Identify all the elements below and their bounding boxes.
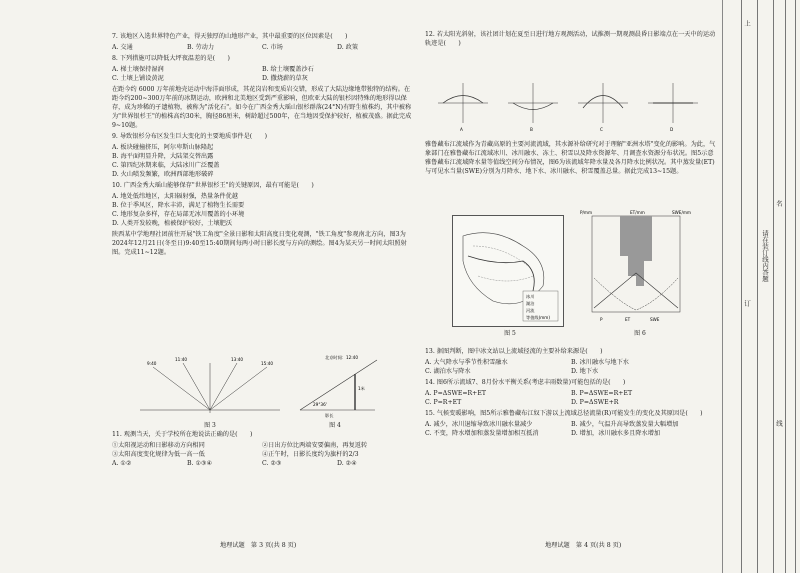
isoline [478,276,533,281]
binding-line [741,0,742,573]
question-13 [425,347,717,376]
reading-passage: 在距今约 6000 万年前地壳运动中海洋面形成，其花岗岩和变质岩交错，形成了大陆边缘地带独特的结构。在距今约200~300万年前的冰期运动，欧洲和北美地区受到严重影响，但欧亚大陆的银杉因特殊的地形得以保存，成为珍稀的孑遗植物，被称为"活化石"。如今在广西金秀大瑶山银杉群落(24°N)有野生植株约，其中被称为"世界银杉王"的植株高约30米，胸径86厘米，树龄超过500年，在当地因受保护较好，植被茂盛。据此完成9~10题。 [112,86,412,129]
option: D. 政策 [337,44,359,51]
option: A. 板块碰撞挤压，阿尔卑斯山脉隆起 [112,144,214,151]
question-11-stem: 11. 观测当天，关于学校所在地说法正确的是( ) [112,431,253,438]
binding-line [773,0,774,573]
legend-item: 冰川 [526,294,535,299]
option: A. P=ΔSWE=R+ET [425,390,487,397]
question-8 [112,54,412,83]
question-8-stem: 8. 下列措施可以降低大坪夜温差的是( ) [112,55,230,62]
option: B. 海平面明显升降，大陆架交替出露 [112,153,214,160]
option: A. 梯土壤保持湿润 [112,66,164,73]
figure-3-shadow-diagram [135,355,285,420]
shadow-line [210,363,237,410]
sketch-label: A [460,127,463,132]
shadow-line [153,367,210,410]
question-7 [112,32,412,52]
page-4-footer: 地理试题 第 4 页(共 8 页) [545,542,622,549]
question-11-options [112,459,412,468]
reading-passage-2: 陕西某中学地理社团前往开展"铁工角度"全景日影和太阳高度日变化观测，"铁工角度"参观南北方向，图3为2024年12月21日(冬至日)9:40至15:40期间每两小时日影长度与方向的测绘。图4为某天另一时间太阳照射图。完成11~12题。 [112,231,407,256]
statement: ③太阳高度变化规律为低一高一低 [112,451,205,458]
precip-bar [644,216,652,261]
binding-mark: 订 [743,300,751,307]
option: B. 劳动力 [187,44,215,51]
question-10-options [112,192,412,228]
option: A. 交通 [112,44,133,51]
figure-6-chart [580,208,692,326]
option: D. 撒烧薪的草灰 [262,75,308,82]
option: D. P=ΔSWE+R [571,399,619,406]
option: C. 市场 [262,44,283,51]
question-10 [112,181,412,228]
option: C. ②③ [262,460,282,467]
question-12-sketches [428,78,718,133]
binding-mark: 名 [775,200,783,207]
axis-label: ET/mm [630,210,645,215]
binding-hint: 请在装订线内答题 [761,230,769,282]
question-9-options [112,143,412,179]
option: B. 位于季风区，降水丰沛，满足了植物生长需要 [112,202,245,209]
option: C. 第四纪冰期来临，大陆冰川广泛覆盖 [112,162,220,169]
option: C. 土壤上铺设黄泥 [112,75,164,82]
option: D. ②④ [337,460,357,467]
river-line [468,256,534,291]
precip-bar [628,216,636,276]
option: C. P=R+ET [425,399,462,406]
time-note: 北京时间：12:40 [325,355,359,360]
figure-3-caption: 图 3 [204,422,216,429]
legend-item: P [600,317,603,322]
question-15-stem: 15. 气候变暖影响，图5所示雅鲁藏布江奴下游以上流域总径流量(R)可能发生的变化及其原因是( ) [425,410,703,417]
legend-item: ET [625,317,631,322]
figure-6-caption: 图 6 [634,330,646,337]
axis-label: P/mm [580,210,593,215]
question-7-stem: 7. 该地区入选世界特色产业，得天独厚的山地形产业，其中最重要的区位因素是( ) [112,33,348,40]
option: A. 减少，冰川退缩导致冰川融水量减少 [425,421,533,428]
isoline [473,246,528,266]
binding-margin [722,0,800,573]
option: A. ①② [112,460,132,467]
questions-13-15 [425,345,717,440]
option: A. 地处低纬地区，太阳辐射强，热量条件优越 [112,193,238,200]
question-14-options [425,389,717,407]
precip-bar [636,216,644,286]
page-4-column [425,30,717,50]
figure-4-caption: 图 4 [329,422,341,429]
figure-4-sun-angle [295,352,380,420]
binding-line [785,0,786,573]
reading-passage-3: 雅鲁藏布江流域作为青藏高原的主要河流流域，其水源补给研究对于理解"亚洲水塔"变化的影响。为此，气象部门在雅鲁藏布江流域冰川、冰川融水、冻土、积雪以及降水资源年、月调查水资源分布状况。图5示意雅鲁藏布江流域降水量等值线空间分布情况，图6为该流域年降水量及各月降水比例状况。其中蒸发量(ET)与可见水当量(SWE)分别为月降水、地下水、冰川融水、积雪覆盖总量。据此完成13~15题。 [425,141,716,175]
option: B. 给土壤覆盖沙石 [262,66,314,73]
question-14 [425,378,717,407]
option: D. 人类开发较晚，植被保护较好，土壤肥沃 [112,220,233,227]
option: C. 地形复杂多样，存在局部无冰川覆盖的小环境 [112,211,245,218]
statement: ①太阳视运动和日影移动方向相同 [112,442,205,449]
sketch-c [578,83,628,132]
sketch-label: B [530,127,533,132]
time-label: 11:40 [175,357,188,362]
time-label: 9:40 [147,361,157,366]
sun-ray [300,360,377,410]
question-15 [425,409,717,438]
shadow-line [183,363,210,410]
option: B. 冰川融水与地下水 [571,359,629,366]
legend-item: SWE [650,317,660,322]
time-label: 13:40 [231,357,244,362]
page-3-column [112,30,412,259]
angle-label: 29°36' [313,402,327,407]
question-13-stem: 13. 据图判断，图中冰文站以上流域径流的主要补给来源是( ) [425,348,603,355]
option: C. 不变，降水增加和蒸发量增加相互抵消 [425,430,539,437]
legend-item: 等值线(mm) [526,315,550,320]
reading-passage-right [425,140,717,178]
sketch-label: C [600,127,603,132]
binding-line [757,0,758,573]
shadow-label: 影长 [325,413,334,418]
sketch-d [648,83,698,132]
question-14-stem: 14. 图6所示流域7、8月份水平衡关系(考虑丰雨数量)可能包括的是( ) [425,379,626,386]
axis-label: SWE/mm [672,210,692,215]
question-10-stem: 10. 广西金秀大瑶山能够保存"世界银杉王"的关键原因，最有可能是( ) [112,182,314,189]
legend-item: 河流 [526,308,535,313]
binding-mark: 上 [743,20,751,27]
question-12-stem: 12. 若太阳光斜射，该社团计划在夏至日进行地方观测活动，试推测一期观测晨昏日影端点在一天中的运动轨迹是( ) [425,31,716,47]
figure-5-map [452,215,564,327]
question-11-items [112,441,412,459]
question-9 [112,132,412,179]
option: D. 火山喷发频繁，欧洲西部地形破碎 [112,171,214,178]
sketch-b [508,83,558,132]
statement: ④正午时，日影长度约为旗杆的2/3 [262,451,359,458]
page-3-footer: 地理试题 第 3 页(共 8 页) [220,542,297,549]
question-7-options [112,43,412,52]
precip-bar [620,216,628,256]
binding-line [795,0,796,573]
legend-item: 湖泊 [526,301,535,306]
sketch-label: D [670,127,674,132]
option: B. P=ΔSWE=R+ET [571,390,633,397]
question-15-options [425,420,717,438]
rod-label: 1米 [358,386,365,391]
option: B. ①③④ [187,460,213,467]
option: A. 大气降水与季节性积雪融水 [425,359,508,366]
shadow-line [210,367,267,410]
statement: ②日出方位比两端安要偏南，再复返转 [262,442,368,449]
question-13-options [425,358,717,376]
question-8-options [112,65,412,83]
question-11 [112,430,412,468]
binding-mark: 线 [775,420,783,427]
option: D. 增加，冰川融水多且降水增加 [571,430,661,437]
figure-5-caption: 图 5 [504,330,516,337]
option: C. 湖泊水与降水 [425,368,471,375]
time-label: 15:40 [261,361,274,366]
option: D. 地下水 [571,368,599,375]
sketch-a [438,83,488,132]
option: B. 减少，气温升高导致蒸发量大幅增加 [571,421,679,428]
question-9-stem: 9. 导致银杉分布区发生巨大变化的主要地质事件是( ) [112,133,268,140]
